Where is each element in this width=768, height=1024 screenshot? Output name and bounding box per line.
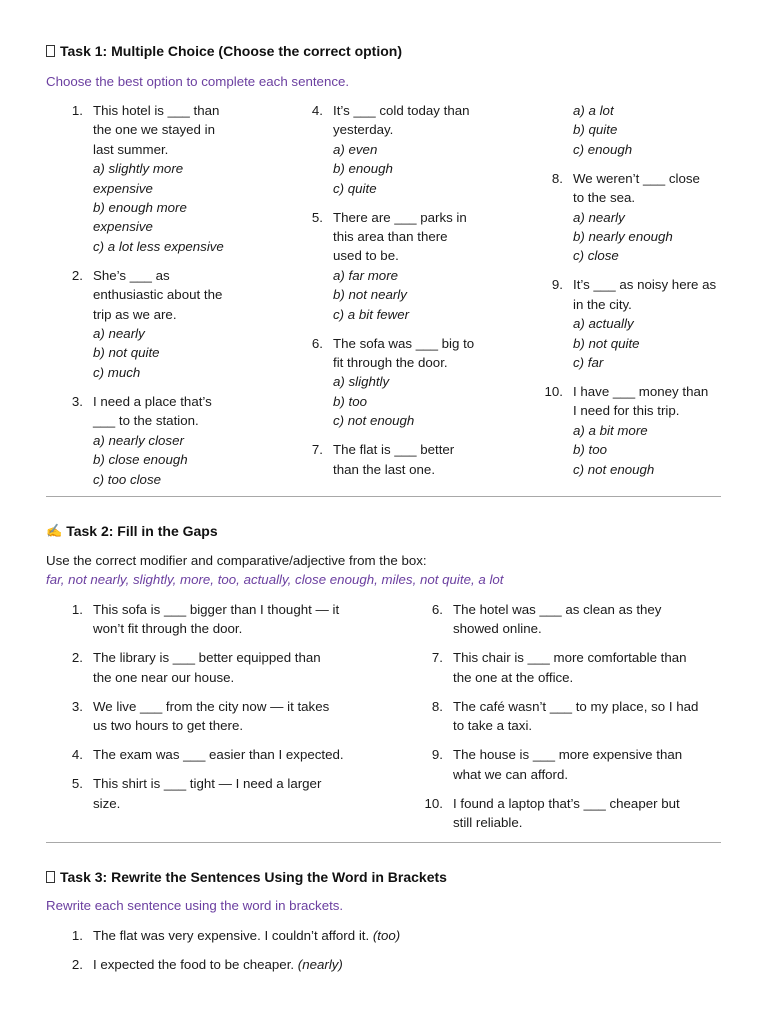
gap-item	[431, 600, 733, 639]
question	[544, 382, 733, 479]
gap-item	[71, 774, 393, 813]
question-continuation	[573, 101, 733, 159]
answer-option: expensive	[93, 180, 153, 196]
divider	[46, 842, 721, 843]
question	[71, 392, 293, 489]
gap-item	[71, 745, 393, 764]
question-text: enthusiastic about the	[93, 287, 223, 303]
question	[551, 169, 733, 266]
item-text: us two hours to get there.	[93, 718, 244, 734]
question-number: 8.	[551, 170, 563, 186]
gap-item	[71, 600, 393, 639]
item-number: 8.	[431, 698, 443, 714]
question-text: It’s ___ as noisy here as	[573, 277, 717, 293]
gap-item	[431, 648, 733, 687]
question-text: She’s ___ as	[93, 267, 170, 283]
item-number: 3.	[71, 698, 83, 714]
answer-option: b) quite	[573, 122, 618, 138]
task1-column-1	[71, 101, 293, 499]
item-number: 1.	[71, 602, 83, 617]
answer-option: a) slightly more	[93, 161, 184, 177]
question-number: 3.	[71, 393, 83, 409]
item-text: won’t fit through the door.	[93, 621, 243, 637]
gap-item	[431, 745, 733, 784]
answer-option: b) nearly enough	[573, 229, 673, 245]
answer-option: c) close	[573, 248, 619, 264]
gap-item	[431, 697, 733, 736]
task1-title	[46, 43, 402, 59]
question-number: 1.	[71, 103, 83, 118]
answer-option: a) far more	[333, 267, 399, 283]
item-number: 7.	[431, 650, 443, 666]
gap-item	[424, 794, 733, 833]
answer-option: a) nearly	[573, 209, 625, 225]
answer-option: a) nearly closer	[93, 432, 184, 448]
answer-option: a) nearly	[93, 326, 145, 342]
item-number: 2.	[71, 957, 83, 972]
item-number: 1.	[71, 928, 83, 943]
item-text: the one near our house.	[93, 669, 235, 685]
answer-option: a) a lot	[573, 103, 614, 118]
item-text	[93, 926, 653, 945]
question-number: 9.	[551, 277, 563, 293]
item-text: still reliable.	[453, 815, 523, 831]
item-text: The hotel was ___ as clean as they	[453, 602, 662, 617]
answer-option: c) much	[93, 364, 141, 380]
task2-title	[46, 523, 218, 539]
answer-option: b) not nearly	[333, 287, 407, 303]
task2-title-text: Task 2: Fill in the Gaps	[66, 523, 218, 539]
question-number: 5.	[311, 209, 323, 225]
answer-option: a) actually	[573, 316, 634, 332]
question-text: trip as we are.	[93, 306, 177, 322]
question	[311, 440, 523, 479]
task3-title-text: Task 3: Rewrite the Sentences Using the Word in Brackets	[60, 869, 447, 885]
question	[311, 334, 523, 431]
item-text: the one at the office.	[453, 669, 574, 685]
answer-option: c) far	[573, 355, 604, 371]
task2-word-box: far, not nearly, slightly, more, too, actually, close enough, miles, not quite, a lot	[46, 572, 504, 587]
item-number: 9.	[431, 747, 443, 763]
gap-item	[71, 648, 393, 687]
question-text: the one we stayed in	[93, 122, 215, 138]
sentence: I expected the food to be cheaper.	[93, 957, 298, 972]
rewrite-item	[71, 955, 653, 974]
answer-option: c) a lot less expensive	[93, 238, 224, 254]
answer-option: b) too	[573, 442, 608, 458]
item-text: We live ___ from the city now — it takes	[93, 698, 330, 714]
task1-column-3	[544, 101, 733, 489]
question	[71, 101, 293, 256]
question-text: than the last one.	[333, 461, 436, 477]
question-text: This hotel is ___ than	[93, 103, 220, 118]
question-number: 6.	[311, 335, 323, 351]
question-text: this area than there	[333, 229, 448, 245]
writing-hand-icon: ✍	[46, 523, 63, 538]
item-text: size.	[93, 795, 121, 811]
missing-glyph-icon	[46, 45, 55, 57]
task1-column-2	[311, 101, 523, 489]
answer-option: b) enough more	[93, 200, 187, 216]
task2-right-list	[424, 600, 733, 842]
task1-instruction: Choose the best option to complete each sentence.	[46, 74, 350, 89]
item-number: 2.	[71, 650, 83, 666]
answer-option: c) not enough	[573, 461, 655, 477]
task3-title	[46, 869, 447, 885]
question-text: It’s ___ cold today than	[333, 103, 470, 118]
bracket-word: (nearly)	[297, 957, 343, 972]
answer-option: a) slightly	[333, 374, 390, 390]
task3-list	[71, 926, 653, 984]
question-text: I need a place that’s	[93, 393, 212, 409]
question-number: 10.	[544, 384, 563, 400]
question-number: 7.	[311, 442, 323, 458]
item-text: what we can afford.	[453, 766, 569, 782]
question-text: We weren’t ___ close	[573, 170, 700, 186]
question-text: in the city.	[573, 296, 632, 312]
item-number: 4.	[71, 747, 83, 763]
question-text: last summer.	[93, 141, 169, 157]
question-text: The flat is ___ better	[333, 442, 455, 458]
item-text: This chair is ___ more comfortable than	[453, 650, 687, 666]
answer-option: b) not quite	[573, 335, 640, 351]
answer-option: a) a bit more	[573, 422, 648, 438]
question-number: 2.	[71, 267, 83, 283]
question	[551, 275, 733, 372]
question-text: The sofa was ___ big to	[333, 335, 475, 351]
answer-option: c) quite	[333, 180, 377, 196]
task3-instruction: Rewrite each sentence using the word in brackets.	[46, 898, 344, 913]
item-text: The café wasn’t ___ to my place, so I had	[453, 698, 699, 714]
answer-option: a) even	[333, 141, 378, 157]
question	[311, 101, 523, 198]
item-text: showed online.	[453, 621, 542, 637]
answer-option: c) a bit fewer	[333, 306, 410, 322]
bracket-word: (too)	[372, 928, 401, 943]
item-text: The house is ___ more expensive than	[453, 747, 683, 763]
question-text: used to be.	[333, 248, 399, 264]
answer-option: expensive	[93, 219, 153, 235]
divider	[46, 496, 721, 497]
missing-glyph-icon	[46, 871, 55, 883]
answer-option: b) enough	[333, 161, 393, 177]
rewrite-item	[71, 926, 653, 945]
task1-title-text: Task 1: Multiple Choice (Choose the correct option)	[60, 43, 402, 59]
question-text: I have ___ money than	[573, 384, 709, 400]
item-text: I found a laptop that’s ___ cheaper but	[453, 795, 680, 811]
item-text	[93, 955, 653, 974]
item-text: This shirt is ___ tight — I need a larger	[93, 776, 322, 792]
answer-option: b) not quite	[93, 345, 160, 361]
question-text: ___ to the station.	[93, 413, 199, 429]
item-text: The library is ___ better equipped than	[93, 650, 321, 666]
answer-option: c) too close	[93, 471, 161, 487]
item-number: 10.	[424, 795, 443, 811]
question	[311, 208, 523, 324]
task2-instruction: Use the correct modifier and comparative/adjective from the box:	[46, 553, 427, 568]
answer-option: b) too	[333, 393, 368, 409]
question-number: 4.	[311, 103, 323, 118]
item-number: 6.	[431, 602, 443, 617]
item-text: The exam was ___ easier than I expected.	[93, 747, 344, 763]
task2-left-list	[71, 600, 393, 823]
answer-option: c) enough	[573, 141, 633, 157]
item-text: This sofa is ___ bigger than I thought — it	[93, 602, 340, 617]
question	[71, 266, 293, 382]
answer-option: c) not enough	[333, 413, 415, 429]
item-number: 5.	[71, 776, 83, 792]
answer-option: b) close enough	[93, 452, 188, 468]
question-text: fit through the door.	[333, 355, 448, 371]
sentence: The flat was very expensive. I couldn’t afford it.	[93, 928, 373, 943]
question-text: to the sea.	[573, 190, 636, 206]
item-text: to take a taxi.	[453, 718, 533, 734]
question-text: I need for this trip.	[573, 403, 680, 419]
question-text: yesterday.	[333, 122, 394, 138]
gap-item	[71, 697, 393, 736]
question-text: There are ___ parks in	[333, 209, 467, 225]
